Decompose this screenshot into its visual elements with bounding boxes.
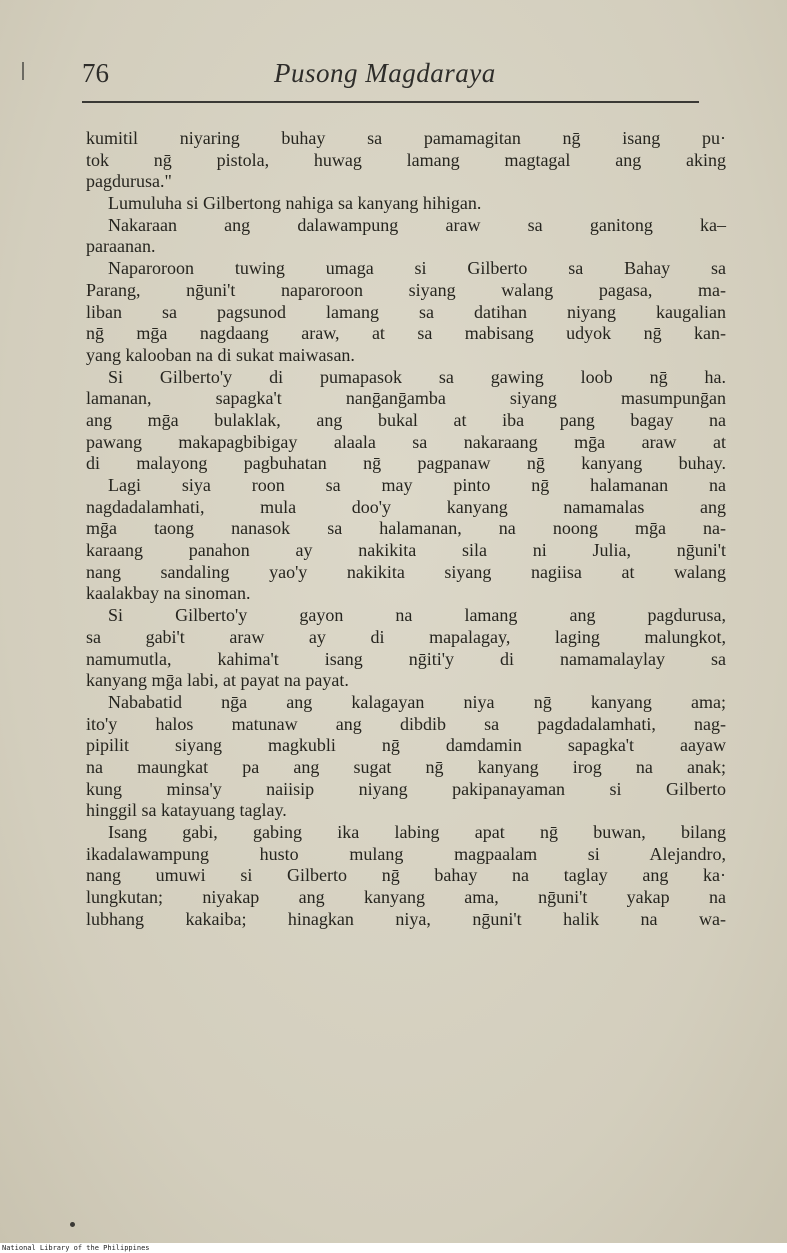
text-line: Lumuluha si Gilbertong nahiga sa kanyang hihigan. (108, 193, 482, 214)
running-title: Pusong Magdaraya (274, 58, 496, 88)
text-line: Naparoroon tuwing umaga si Gilberto sa Bahay sa (108, 258, 726, 279)
text-line: hinggil sa katayuang taglay. (86, 800, 287, 821)
text-line: Nakaraan ang dalawampung araw sa ganitong ka– (108, 214, 726, 235)
text-line: mḡa taong nanasok sa halamanan, na noong mḡa na- (86, 518, 726, 539)
text-line: ang mḡa bulaklak, ang bukal at iba pang bagay na (86, 409, 726, 430)
text-line: kung minsa'y naiisip niyang pakipanayaman si Gilberto (86, 778, 726, 799)
text-line: kanyang mḡa labi, at payat na payat. (86, 670, 349, 691)
text-line: Si Gilberto'y di pumapasok sa gawing loob nḡ ha. (108, 366, 726, 387)
text-line: liban sa pagsunod lamang sa datihan niyang kaugalian (86, 301, 726, 322)
text-line: pawang makapagbibigay alaala sa nakaraang mḡa araw at (86, 431, 726, 452)
text-line: nang umuwi si Gilberto nḡ bahay na taglay ang ka· (86, 865, 726, 886)
text-line: paraanan. (86, 236, 156, 257)
text-line: Si Gilberto'y gayon na lamang ang pagdurusa, (108, 605, 726, 626)
text-line: nang sandaling yao'y nakikita siyang nagiisa at walang (86, 561, 726, 582)
text-line: ikadalawampung husto mulang magpaalam si Alejandro, (86, 843, 726, 864)
text-line: pipilit siyang magkubli nḡ damdamin sapagka't aayaw (86, 735, 726, 756)
text-line: Parang, nḡuni't naparoroon siyang walang pagasa, ma- (86, 279, 726, 300)
text-line: nḡ mḡa nagdaang araw, at sa mabisang udyok nḡ kan- (86, 323, 726, 344)
text-line: na maungkat pa ang sugat nḡ kanyang irog na anak; (86, 756, 726, 777)
margin-mark (22, 62, 24, 80)
text-line: pagdurusa." (86, 171, 172, 192)
text-line: lubhang kakaiba; hinagkan niya, nḡuni't halik na wa- (86, 908, 726, 929)
text-line: Lagi siya roon sa may pinto nḡ halamanan na (108, 475, 726, 495)
text-line: lamanan, sapagka't nanḡanḡamba siyang masumpunḡan (86, 388, 726, 409)
text-line: yang kalooban na di sukat maiwasan. (86, 344, 355, 365)
text-line: tok nḡ pistola, huwag lamang magtagal ang aking (86, 149, 726, 170)
text-line: sa gabi't araw ay di mapalagay, laging malungkot, (86, 626, 726, 647)
text-line: namumutla, kahima't isang nḡiti'y di namamalaylay sa (86, 648, 726, 669)
text-line: karaang panahon ay nakikita sila ni Julia, nḡuni't (86, 540, 726, 561)
text-line: kumitil niyaring buhay sa pamamagitan nḡ isang pu· (86, 128, 726, 148)
text-line: di malayong pagbuhatan nḡ pagpanaw nḡ kanyang buhay. (86, 453, 726, 474)
body-text (86, 128, 726, 930)
header-rule (82, 101, 699, 103)
footer-dot (70, 1222, 75, 1227)
text-line: kaalakbay na sinoman. (86, 583, 251, 604)
text-line: Nababatid nḡa ang kalagayan niya nḡ kanyang ama; (108, 691, 726, 712)
text-line: Isang gabi, gabing ika labing apat nḡ buwan, bilang (108, 822, 726, 842)
library-credit: National Library of the Philippines (2, 1244, 150, 1252)
page-header (82, 58, 702, 94)
text-line: ito'y halos matunaw ang dibdib sa pagdadalamhati, nag- (86, 713, 726, 734)
text-line: nagdadalamhati, mula doo'y kanyang namamalas ang (86, 496, 726, 517)
text-line: lungkutan; niyakap ang kanyang ama, nḡuni't yakap na (86, 887, 726, 908)
page-number: 76 (82, 58, 109, 88)
